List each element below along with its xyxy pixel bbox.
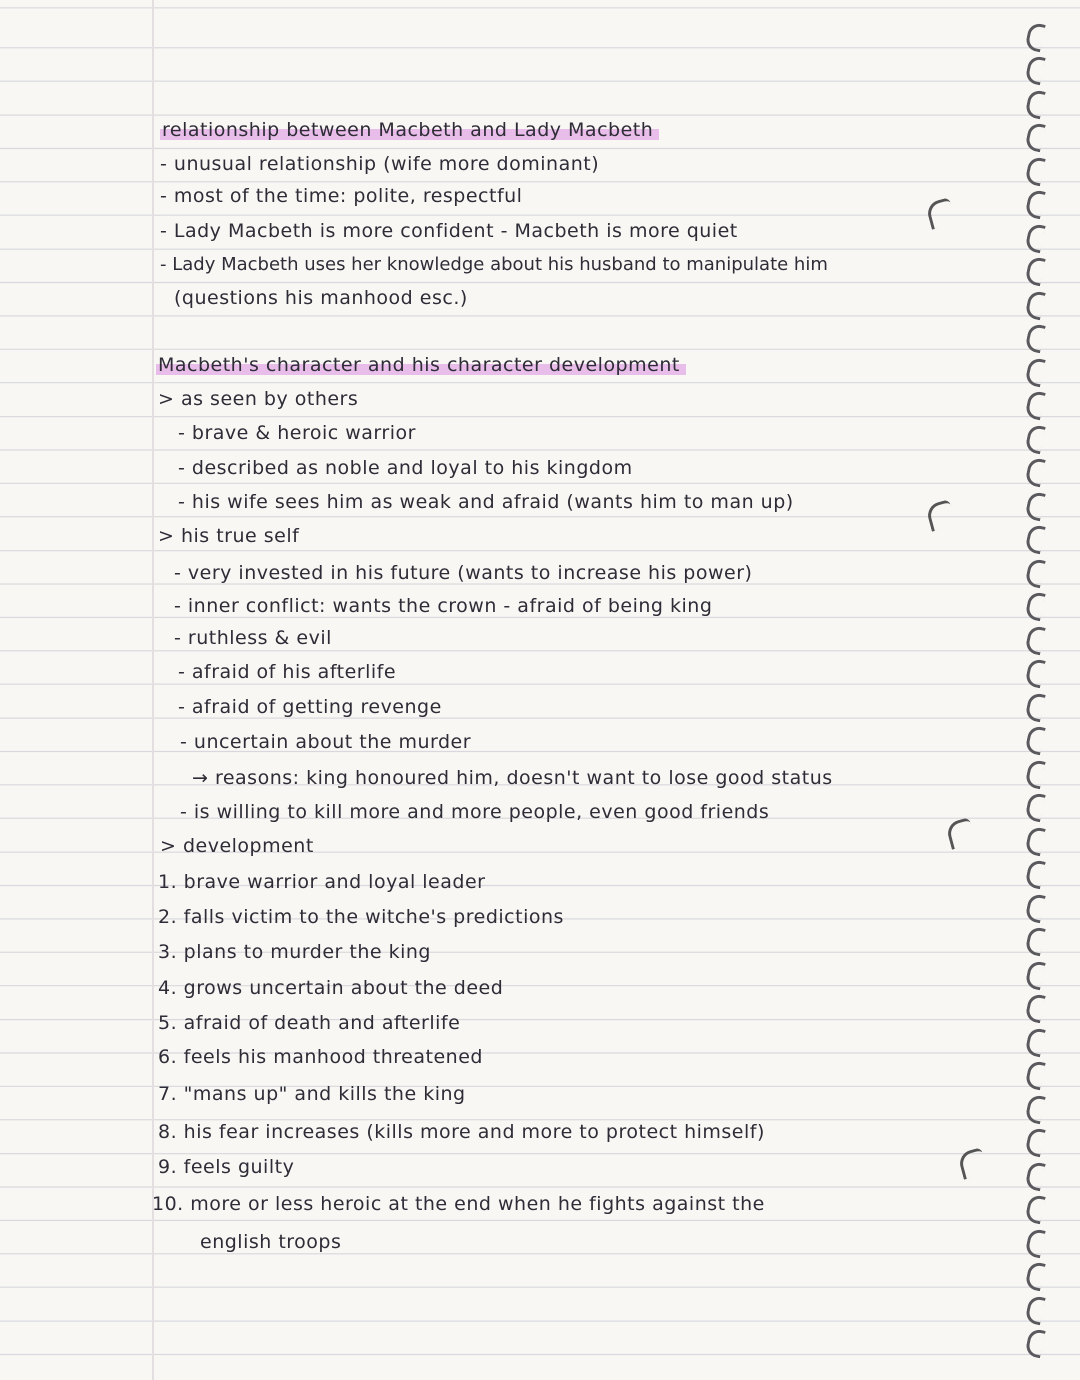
note-line: - is willing to kill more and more people, even good friends [180, 801, 770, 823]
subheading-true-self: > his true self [158, 525, 300, 547]
spiral-ring [1024, 658, 1045, 689]
spiral-ring [1024, 1294, 1045, 1325]
spiral-binding [990, 0, 1080, 1380]
spiral-ring [1024, 993, 1045, 1024]
spiral-ring [1024, 323, 1045, 354]
margin-line [152, 0, 154, 1380]
spiral-ring [1024, 1328, 1045, 1359]
list-item: 6. feels his manhood threatened [158, 1046, 483, 1068]
list-item: 3. plans to murder the king [158, 941, 431, 963]
spiral-ring [1024, 1261, 1045, 1292]
note-line: - inner conflict: wants the crown - afraid of being king [174, 595, 713, 617]
spiral-ring [1024, 490, 1045, 521]
list-item: 7. "mans up" and kills the king [158, 1083, 466, 1105]
spiral-ring [1024, 21, 1045, 52]
spiral-ring [1024, 792, 1045, 823]
list-item: 9. feels guilty [158, 1156, 295, 1178]
punched-hole-mark [945, 817, 976, 850]
note-line: - very invested in his future (wants to increase his power) [174, 562, 753, 584]
spiral-ring [1024, 624, 1045, 655]
note-line: - Lady Macbeth is more confident - Macbeth is more quiet [160, 220, 738, 242]
heading-relationship: relationship between Macbeth and Lady Macbeth [160, 118, 659, 142]
spiral-ring [1024, 356, 1045, 387]
spiral-ring [1024, 1194, 1045, 1225]
list-item: 1. brave warrior and loyal leader [158, 871, 486, 893]
spiral-ring [1024, 557, 1045, 588]
spiral-ring [1024, 1026, 1045, 1057]
heading-character: Macbeth's character and his character development [156, 353, 686, 377]
note-line: - brave & heroic warrior [178, 422, 416, 444]
list-item: 8. his fear increases (kills more and more to protect himself) [158, 1121, 765, 1143]
punched-hole-mark [925, 499, 956, 532]
spiral-ring [1024, 691, 1045, 722]
note-line: - unusual relationship (wife more dominant) [160, 153, 600, 175]
spiral-ring [1024, 289, 1045, 320]
punched-hole-mark [925, 197, 956, 230]
spiral-ring [1024, 591, 1045, 622]
list-item: 2. falls victim to the witche's predictions [158, 906, 564, 928]
spiral-ring [1024, 423, 1045, 454]
spiral-ring [1024, 1160, 1045, 1191]
spiral-ring [1024, 256, 1045, 287]
note-line: - described as noble and loyal to his kingdom [178, 457, 633, 479]
note-line: - afraid of getting revenge [178, 696, 442, 718]
spiral-ring [1024, 55, 1045, 86]
spiral-ring [1024, 155, 1045, 186]
spiral-ring [1024, 758, 1045, 789]
punched-hole-mark [957, 1147, 988, 1180]
note-line: → reasons: king honoured him, doesn't want to lose good status [192, 767, 833, 789]
spiral-ring [1024, 524, 1045, 555]
spiral-ring [1024, 926, 1045, 957]
list-item: 5. afraid of death and afterlife [158, 1012, 461, 1034]
spiral-ring [1024, 1060, 1045, 1091]
spiral-ring [1024, 725, 1045, 756]
note-line: - Lady Macbeth uses her knowledge about his husband to manipulate him [160, 254, 828, 275]
note-line: - most of the time: polite, respectful [160, 185, 523, 207]
note-line: - uncertain about the murder [180, 731, 472, 753]
spiral-ring [1024, 1127, 1045, 1158]
spiral-ring [1024, 892, 1045, 923]
spiral-ring [1024, 88, 1045, 119]
subheading-development: > development [160, 835, 314, 857]
spiral-ring [1024, 457, 1045, 488]
subheading-seen-by-others: > as seen by others [158, 388, 359, 410]
spiral-ring [1024, 122, 1045, 153]
spiral-ring [1024, 189, 1045, 220]
spiral-ring [1024, 825, 1045, 856]
spiral-ring [1024, 959, 1045, 990]
spiral-ring [1024, 1093, 1045, 1124]
note-line: - ruthless & evil [174, 627, 332, 649]
spiral-ring [1024, 1227, 1045, 1258]
spiral-ring [1024, 390, 1045, 421]
spiral-ring [1024, 222, 1045, 253]
spiral-ring [1024, 859, 1045, 890]
note-line: - his wife sees him as weak and afraid (wants him to man up) [178, 491, 794, 513]
list-item: 10. more or less heroic at the end when he fights against the [152, 1193, 765, 1215]
list-item: english troops [200, 1231, 342, 1253]
note-line: (questions his manhood esc.) [174, 287, 468, 309]
note-line: - afraid of his afterlife [178, 661, 397, 683]
list-item: 4. grows uncertain about the deed [158, 977, 504, 999]
